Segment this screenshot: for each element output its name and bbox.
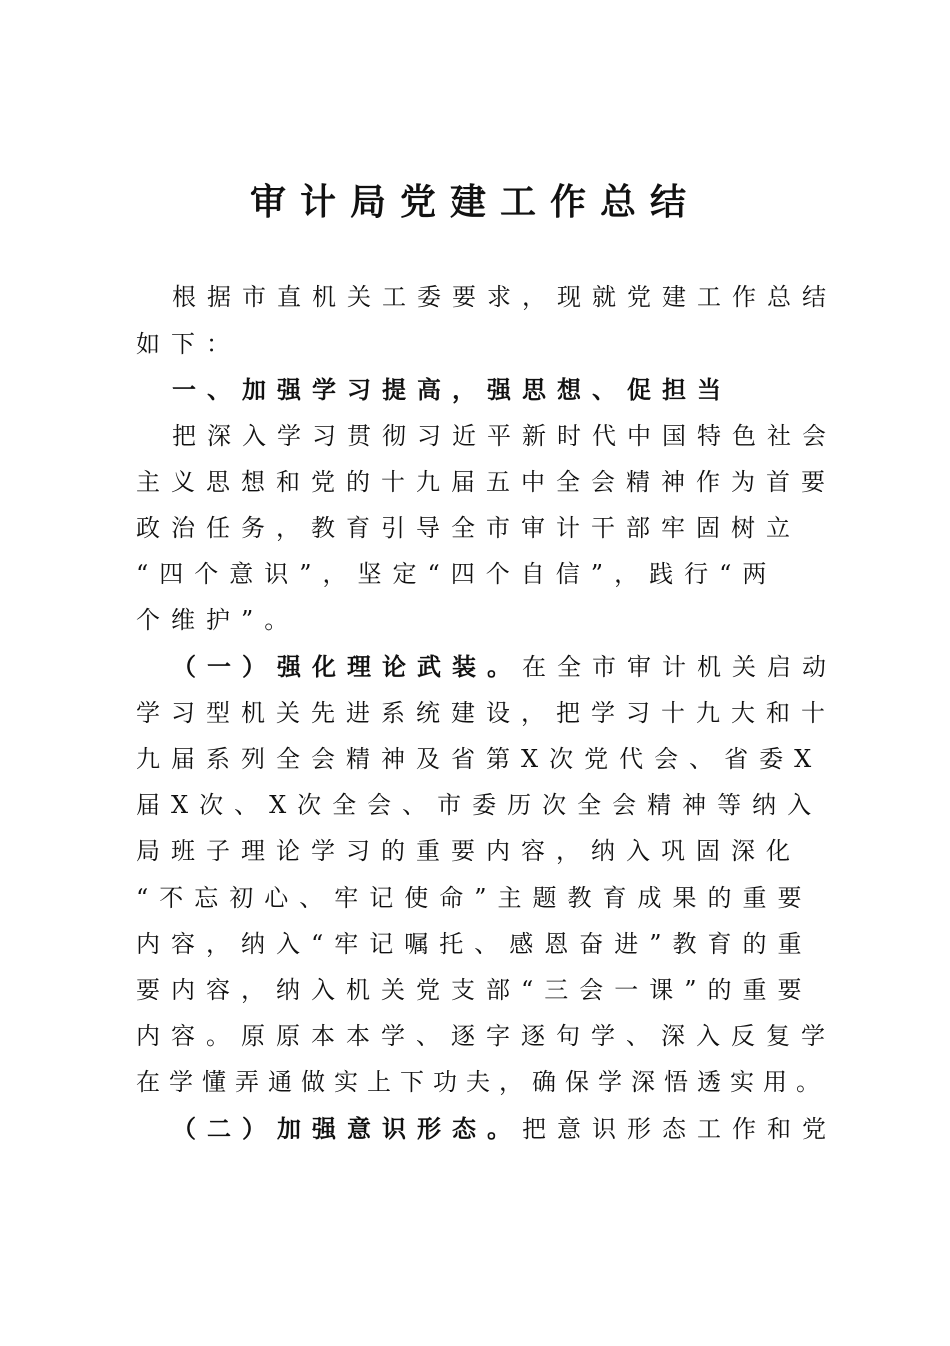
subheading-inline: （二）加强意识形态。: [172, 1114, 522, 1143]
document-title: 审计局党建工作总结: [249, 181, 700, 223]
paragraph-line: 如下：: [136, 330, 241, 358]
paragraph-line: “不忘初心、牢记使命”主题教育成果的重要: [136, 884, 813, 912]
paragraph-line: 届X次、X次全会、市委历次全会精神等纳入: [136, 791, 823, 819]
paragraph-line: 内容，纳入“牢记嘱托、感恩奋进”教育的重: [136, 930, 813, 958]
paragraph-text: 把意识形态工作和党: [522, 1115, 837, 1143]
paragraph-line: 学习型机关先进系统建设，把学习十九大和十: [136, 699, 836, 727]
section-heading: 一、加强学习提高，强思想、促担当: [172, 375, 732, 404]
paragraph-line: 主义思想和党的十九届五中全会精神作为首要: [136, 468, 836, 496]
paragraph-line: 把深入学习贯彻习近平新时代中国特色社会: [172, 422, 837, 450]
paragraph-line: 要内容，纳入机关党支部“三会一课”的重要: [136, 976, 813, 1004]
paragraph-line: 内容。原原本本学、逐字逐句学、深入反复学: [136, 1022, 836, 1050]
paragraph-line: 政治任务，教育引导全市审计干部牢固树立: [136, 514, 801, 542]
paragraph-line: 根据市直机关工委要求，现就党建工作总结: [172, 283, 837, 311]
paragraph-text: 在全市审计机关启动: [522, 653, 837, 681]
paragraph-line: [172, 644, 872, 690]
subheading-inline: （一）强化理论武装。: [172, 652, 522, 681]
paragraph-line: “四个意识”，坚定“四个自信”，践行“两: [136, 560, 778, 588]
paragraph-line: [172, 1106, 872, 1152]
paragraph-line: 九届系列全会精神及省第X次党代会、省委X: [136, 745, 823, 773]
paragraph-line: 在学懂弄通做实上下功夫，确保学深悟透实用。: [136, 1068, 829, 1096]
paragraph-line: 局班子理论学习的重要内容，纳入巩固深化: [136, 837, 801, 865]
paragraph-line: 个维护”。: [136, 606, 300, 634]
